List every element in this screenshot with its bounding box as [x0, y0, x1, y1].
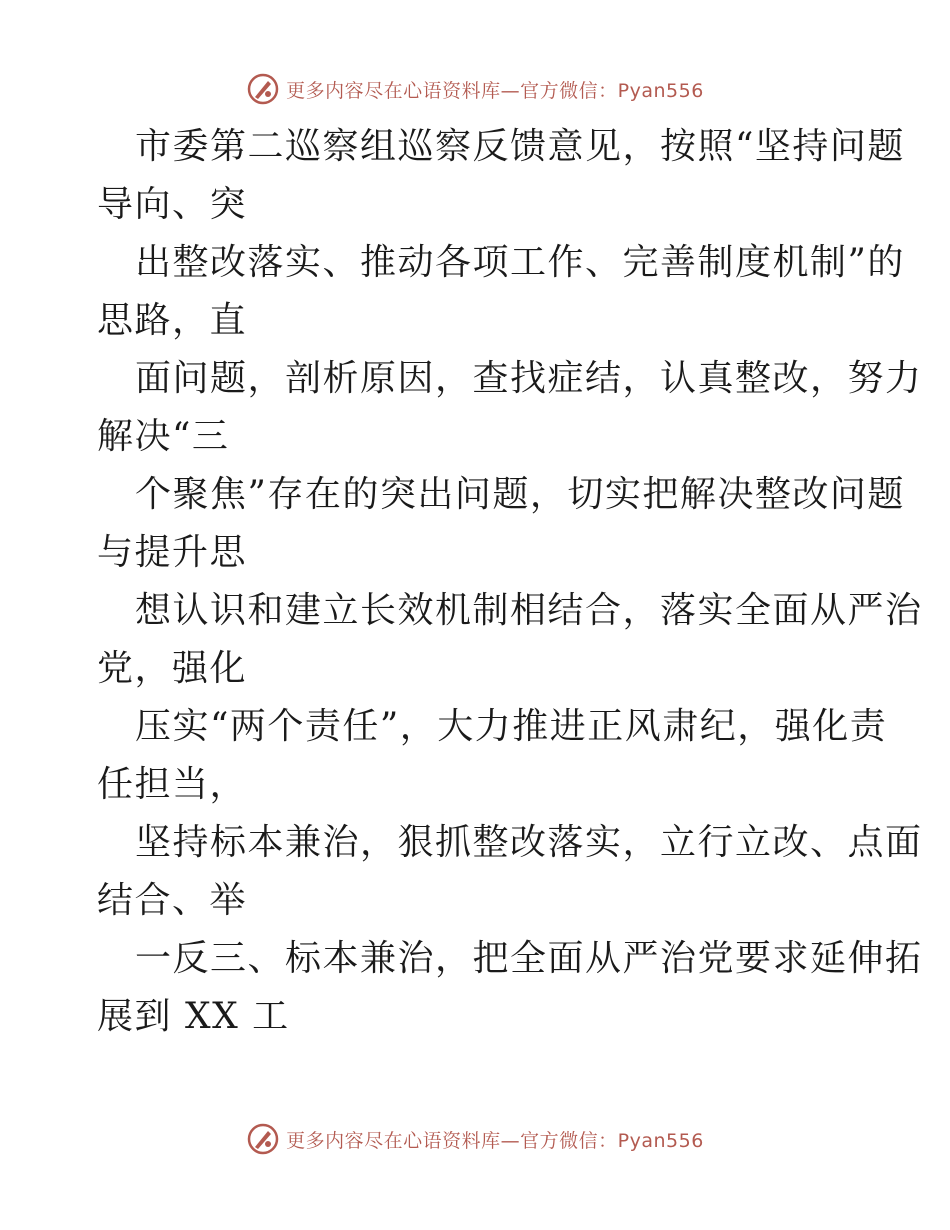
paragraph-line-group [97, 350, 923, 466]
text-line: 压实“两个责任”，大力推进正风肃纪，强化责 [135, 706, 888, 747]
watermark-text: 更多内容尽在心语资料库—官方微信：Pyan556 [286, 1129, 704, 1152]
text-line: 与提升思 [97, 532, 248, 573]
paragraph-line-group [97, 814, 923, 930]
text-line: 一反三、标本兼治，把全面从严治党要求延伸拓 [135, 938, 923, 979]
text-line: 坚持标本兼治，狠抓整改落实，立行立改、点面 [135, 822, 923, 863]
paragraph-line-group [97, 698, 888, 814]
watermark-text: 更多内容尽在心语资料库—官方微信：Pyan556 [286, 79, 704, 102]
text-line: 面问题，剖析原因，查找症结，认真整改，努力 [135, 358, 923, 399]
text-line: 结合、举 [97, 880, 248, 921]
text-line: 市委第二巡察组巡察反馈意见，按照“坚持问题 [135, 126, 905, 167]
text-line: 任担当， [97, 764, 248, 805]
text-line: 展到 XX 工 [97, 996, 290, 1037]
text-line: 想认识和建立长效机制相结合，落实全面从严治 [135, 590, 923, 631]
paragraph-line-group [97, 118, 905, 234]
text-line: 解决“三 [97, 416, 230, 457]
paragraph-line-group [97, 930, 923, 1046]
text-line: 党，强化 [97, 648, 248, 689]
document-body [97, 118, 923, 1046]
paragraph-line-group [97, 582, 923, 698]
paragraph-line-group [97, 234, 905, 350]
text-line: 思路，直 [97, 300, 248, 341]
text-line: 出整改落实、推动各项工作、完善制度机制”的 [135, 242, 905, 283]
quill-logo-icon [246, 1122, 280, 1156]
footer-watermark [0, 1122, 950, 1156]
header-watermark [0, 72, 950, 106]
text-line: 个聚焦”存在的突出问题，切实把解决整改问题 [135, 474, 905, 515]
text-line: 导向、突 [97, 184, 248, 225]
quill-logo-icon [246, 72, 280, 106]
paragraph-line-group [97, 466, 905, 582]
